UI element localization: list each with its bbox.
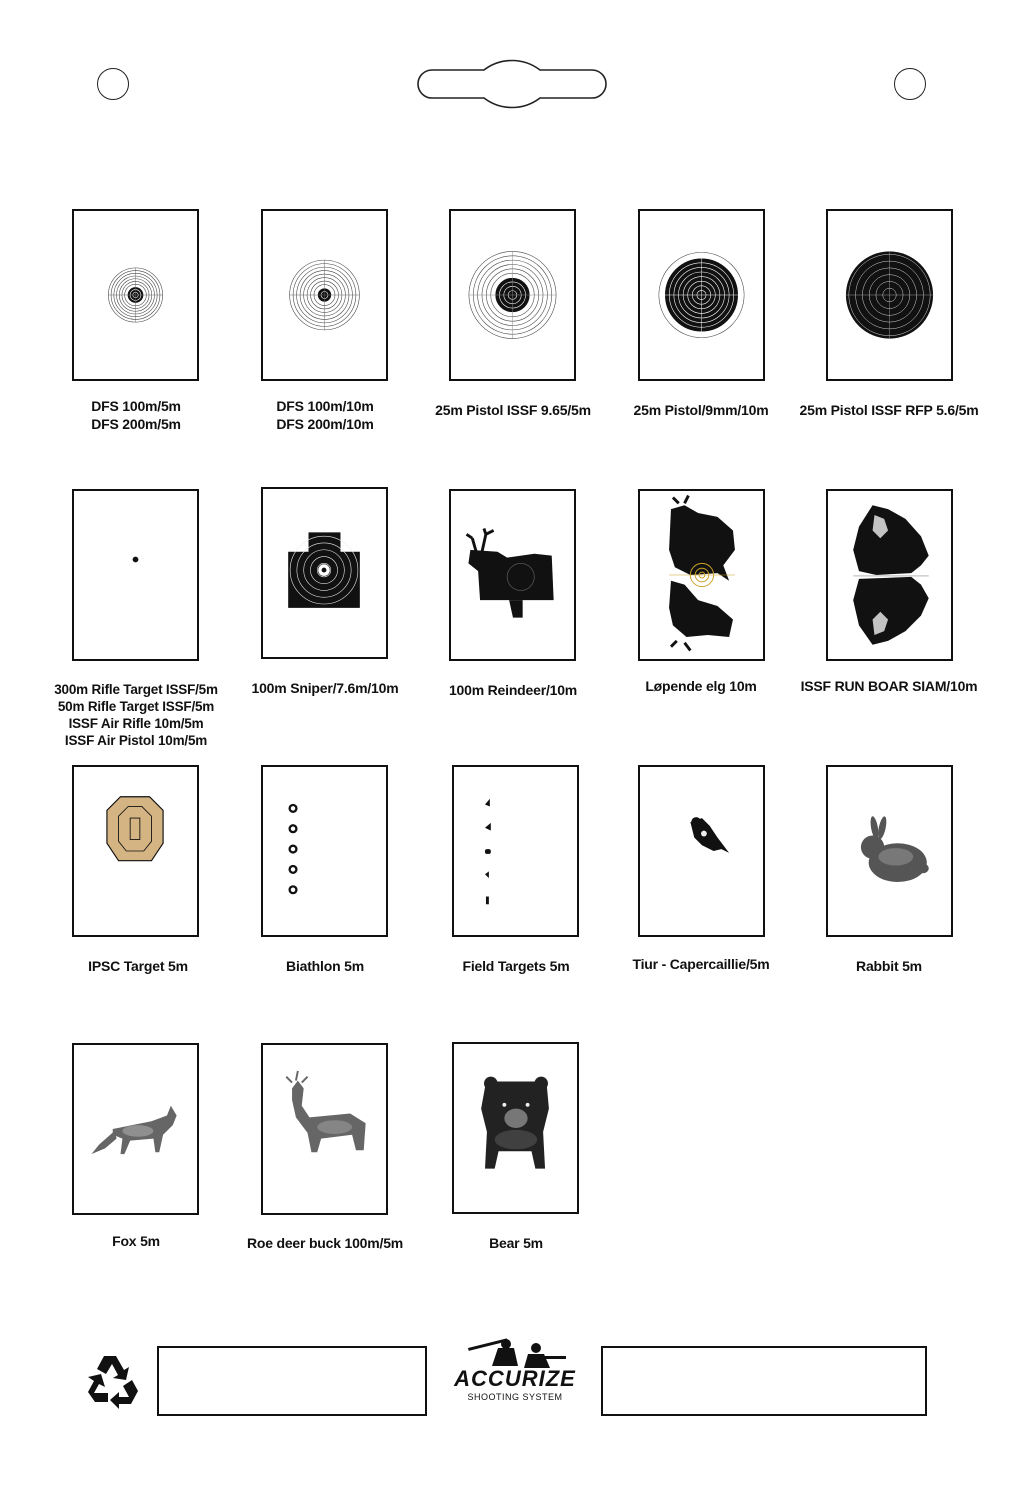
footer-box-left xyxy=(157,1346,427,1416)
target-label xyxy=(634,401,769,419)
ipsc-target-icon xyxy=(74,767,197,935)
reindeer-silhouette-icon xyxy=(451,491,574,659)
target-label xyxy=(462,957,569,975)
target-label xyxy=(88,957,188,975)
field-targets-icon xyxy=(454,767,577,935)
target-label-line: 25m Pistol/9mm/10m xyxy=(633,402,769,418)
target-card xyxy=(261,765,388,937)
target-label xyxy=(801,677,978,695)
target-label-line: 50m Rifle Target ISSF/5m xyxy=(57,699,215,714)
target-label-line: DFS 100m/10m xyxy=(276,398,374,414)
target-card xyxy=(261,209,388,381)
fox-icon xyxy=(74,1045,197,1213)
running-boar-icon xyxy=(828,491,951,659)
target-label xyxy=(276,397,373,433)
target-label xyxy=(449,681,577,699)
target-label xyxy=(489,1234,543,1252)
target-card xyxy=(72,1043,199,1215)
target-label-line: 300m Rifle Target ISSF/5m xyxy=(54,682,218,697)
target-card xyxy=(449,489,576,661)
target-label xyxy=(800,401,979,419)
target-card xyxy=(826,489,953,661)
target-label-line: Field Targets 5m xyxy=(462,958,570,974)
target-card xyxy=(449,209,576,381)
pistol-rings-icon xyxy=(451,211,574,379)
target-card xyxy=(826,765,953,937)
target-card xyxy=(72,765,199,937)
target-label-line: 100m Sniper/7.6m/10m xyxy=(251,680,399,696)
target-card xyxy=(638,489,765,661)
hanging-hole-right xyxy=(894,68,926,100)
target-label-line: IPSC Target 5m xyxy=(88,958,188,974)
target-label xyxy=(91,397,181,433)
recycle-icon xyxy=(82,1350,144,1412)
target-card xyxy=(452,765,579,937)
running-moose-icon xyxy=(640,491,763,659)
target-label-line: DFS 200m/10m xyxy=(276,416,374,432)
black-disc-rings-icon xyxy=(828,211,951,379)
rabbit-icon xyxy=(828,767,951,935)
target-label xyxy=(645,677,756,695)
precision-rings-icon xyxy=(263,211,386,379)
target-label-line: Fox 5m xyxy=(112,1233,160,1249)
biathlon-target-icon xyxy=(263,767,386,935)
target-label xyxy=(247,1234,403,1252)
sniper-target-icon xyxy=(263,489,386,657)
target-card xyxy=(261,1043,388,1215)
target-card xyxy=(72,489,199,661)
target-label-line: 100m Reindeer/10m xyxy=(448,682,578,698)
target-label xyxy=(435,401,591,419)
bear-icon xyxy=(454,1044,577,1212)
logo-word: ACCURIZE xyxy=(454,1366,576,1391)
target-card xyxy=(261,487,388,659)
small-precision-rings-icon xyxy=(74,211,197,379)
capercaillie-icon xyxy=(640,767,763,935)
target-label-line: ISSF Air Rifle 10m/5m xyxy=(68,716,204,731)
target-label-line: ISSF RUN BOAR SIAM/10m xyxy=(800,678,978,694)
logo-subtitle: SHOOTING SYSTEM xyxy=(467,1392,563,1402)
target-card xyxy=(452,1042,579,1214)
target-label-line: Biathlon 5m xyxy=(286,958,364,974)
target-label-line: Løpende elg 10m xyxy=(645,678,757,694)
target-label-line: Tiur - Capercaillie/5m xyxy=(632,956,770,972)
target-label-line: DFS 100m/5m xyxy=(91,398,181,414)
target-label-line: DFS 200m/5m xyxy=(91,416,181,432)
target-card xyxy=(826,209,953,381)
target-label xyxy=(633,955,770,973)
target-label xyxy=(54,681,218,749)
footer-box-right xyxy=(601,1346,927,1416)
target-label xyxy=(856,957,922,975)
hanging-hole-left xyxy=(97,68,129,100)
target-label-line: ISSF Air Pistol 10m/5m xyxy=(64,733,208,748)
target-label-line: Rabbit 5m xyxy=(856,958,922,974)
target-label-line: Roe deer buck 100m/5m xyxy=(246,1235,404,1251)
pistol-black-rings-icon xyxy=(640,211,763,379)
target-label-line: Bear 5m xyxy=(489,1235,543,1251)
target-label-line: 25m Pistol ISSF 9.65/5m xyxy=(435,402,591,418)
target-label xyxy=(286,957,364,975)
target-label-line: 25m Pistol ISSF RFP 5.6/5m xyxy=(799,402,979,418)
brand-logo xyxy=(440,1336,590,1410)
target-label xyxy=(252,679,399,697)
roe-deer-icon xyxy=(263,1045,386,1213)
target-label xyxy=(112,1232,160,1250)
target-card xyxy=(638,209,765,381)
target-card xyxy=(72,209,199,381)
dot-target-icon xyxy=(74,491,197,659)
target-card xyxy=(638,765,765,937)
hanger-slot-icon xyxy=(412,50,612,118)
